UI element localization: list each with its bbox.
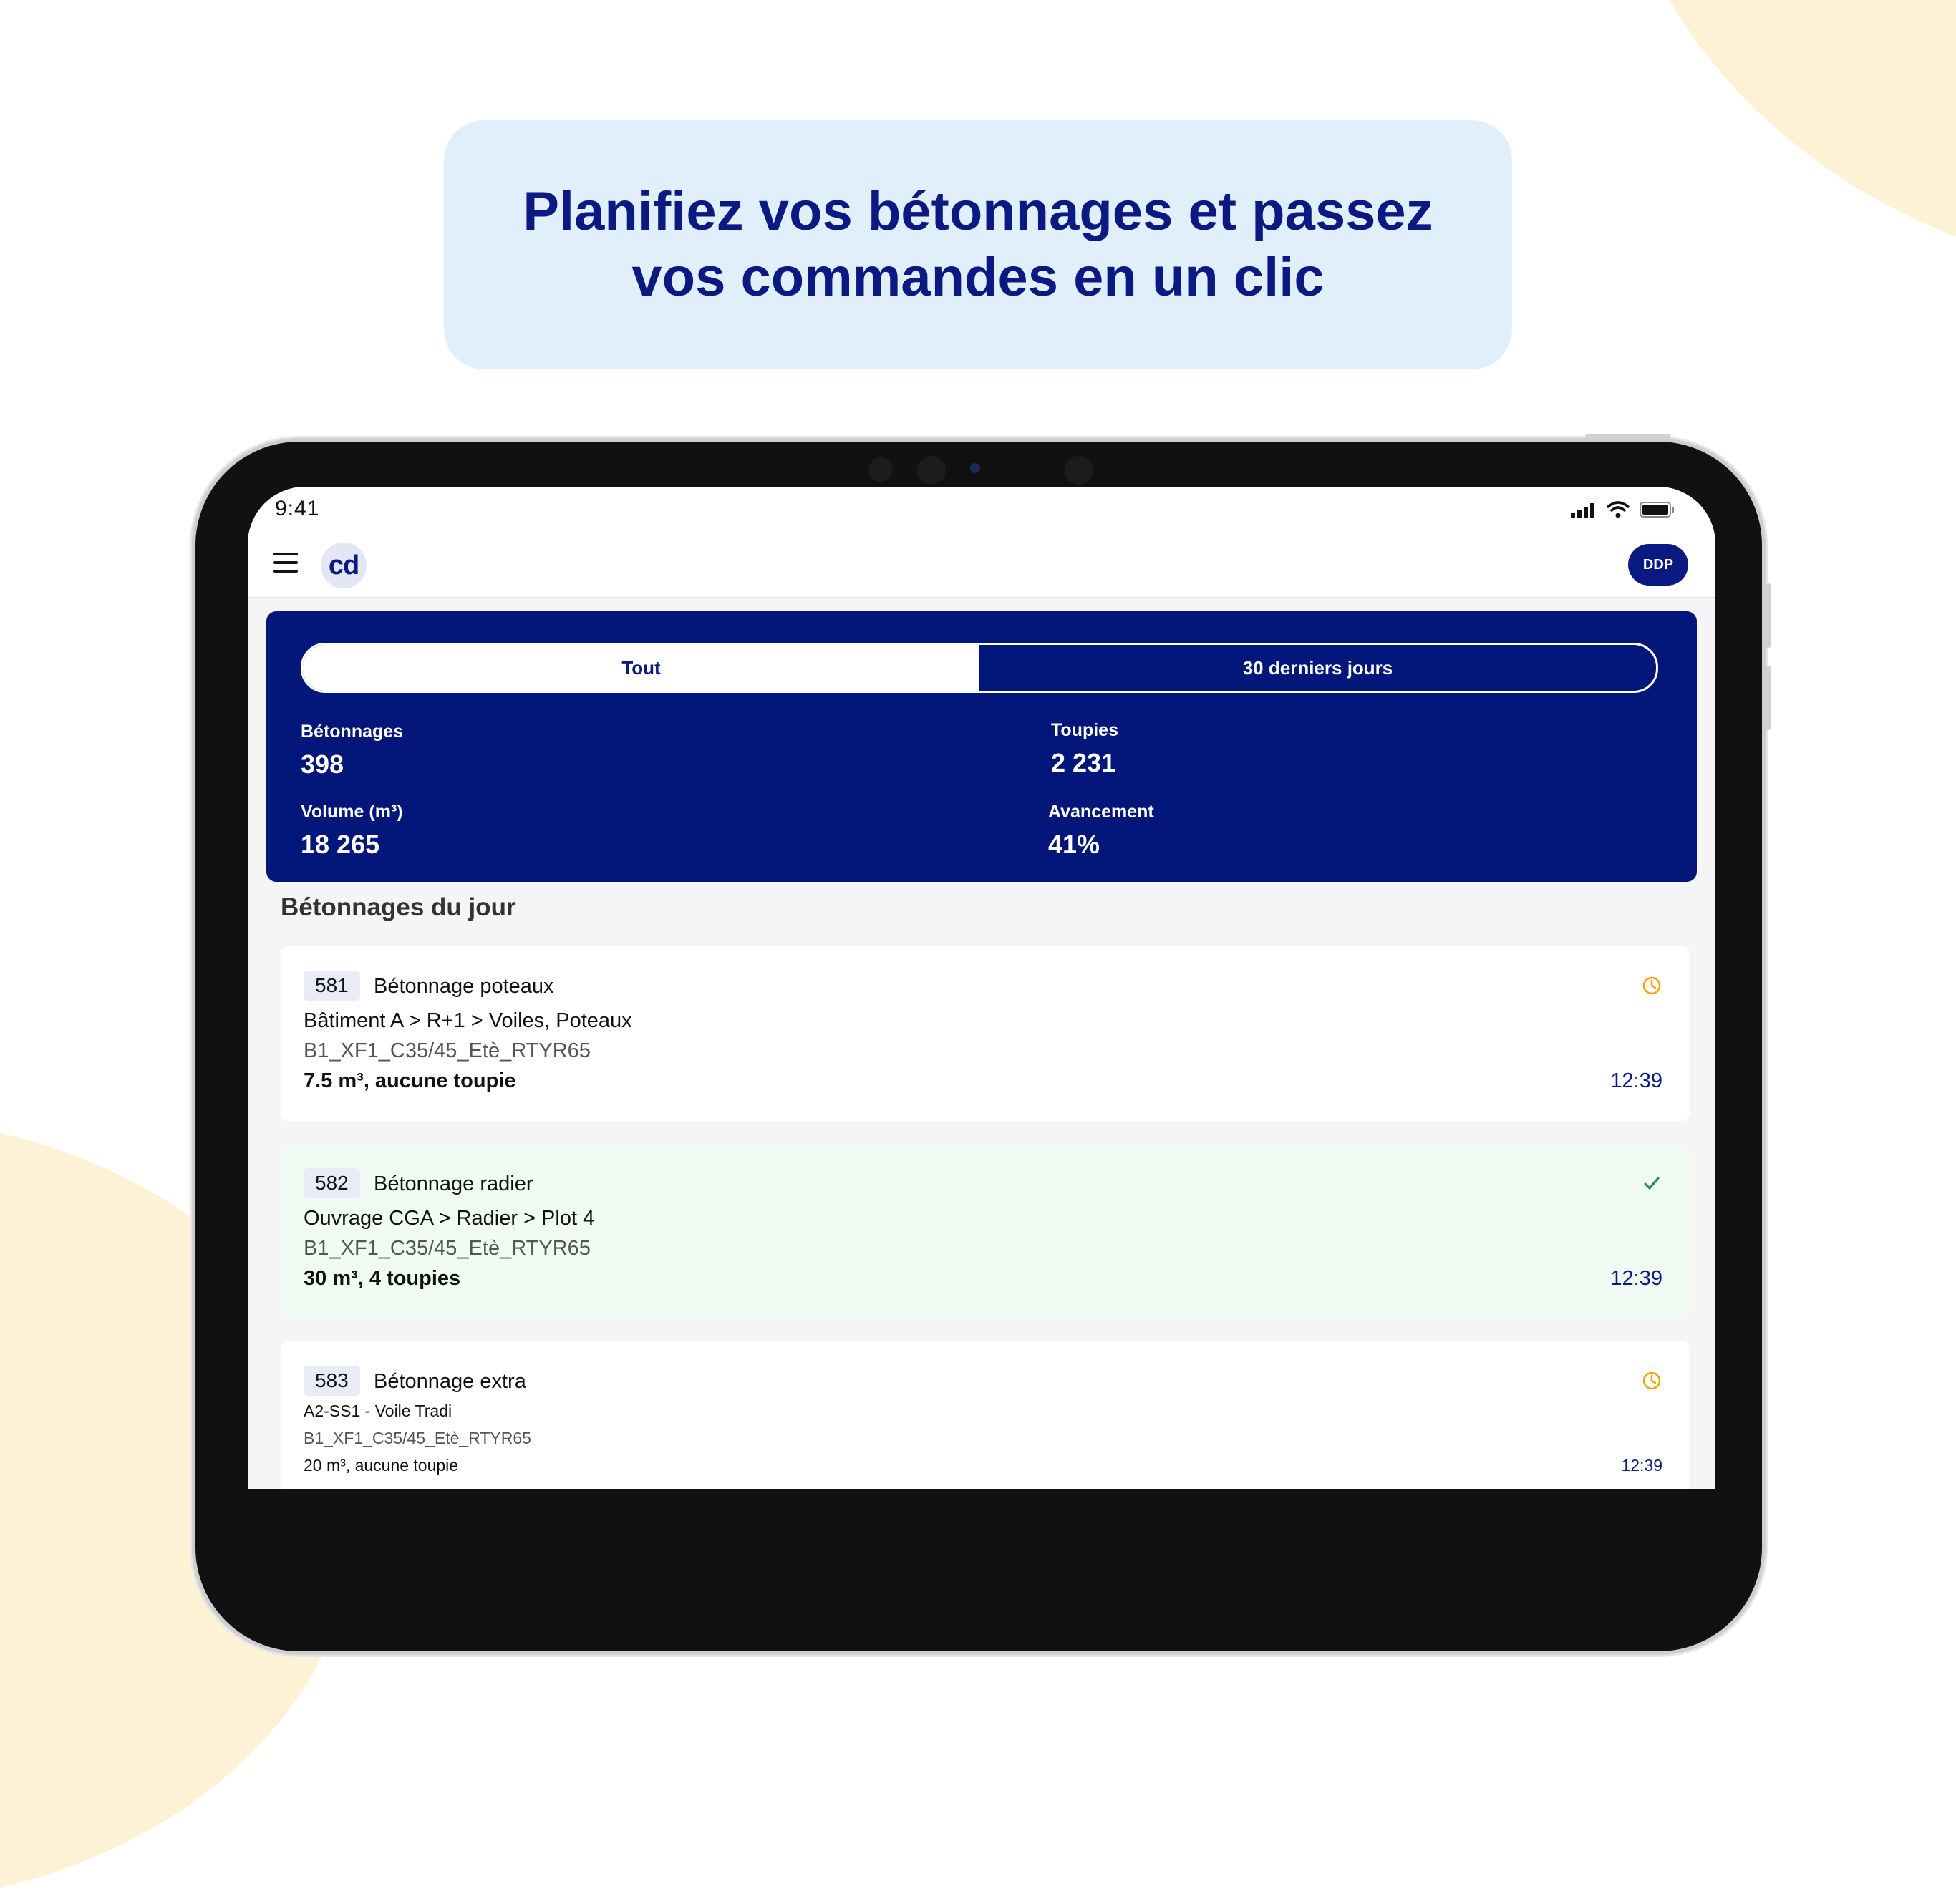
status-icons bbox=[1571, 501, 1675, 518]
order-location: A2-SS1 - Voile Tradi bbox=[304, 1402, 452, 1420]
stat-label: Volume (m³) bbox=[301, 802, 403, 822]
wifi-icon bbox=[1607, 501, 1630, 518]
order-mix: B1_XF1_C35/45_Etè_RTYR65 bbox=[304, 1039, 591, 1062]
stat-volume bbox=[301, 802, 403, 860]
camera-dot bbox=[868, 457, 893, 482]
app-logo: cd bbox=[321, 543, 367, 588]
stat-label: Avancement bbox=[1048, 802, 1154, 822]
clock-icon bbox=[1641, 1370, 1662, 1391]
stat-value: 2 231 bbox=[1051, 748, 1116, 777]
tab-all[interactable]: Tout bbox=[303, 645, 979, 691]
order-time: 12:39 bbox=[1610, 1267, 1662, 1290]
period-tabs bbox=[301, 643, 1658, 693]
stat-label: Toupies bbox=[1051, 720, 1118, 740]
order-title: Bétonnage radier bbox=[374, 1172, 533, 1195]
power-button bbox=[1585, 434, 1671, 439]
menu-icon[interactable] bbox=[273, 553, 298, 573]
order-quantity: 20 m³, aucune toupie bbox=[304, 1456, 459, 1475]
app-bar bbox=[248, 533, 1715, 598]
decor-blob-top-right bbox=[1611, 0, 1956, 286]
stat-value: 41% bbox=[1048, 830, 1100, 859]
stat-toupies bbox=[1051, 720, 1118, 778]
stat-label: Bétonnages bbox=[301, 722, 404, 742]
check-icon bbox=[1641, 1172, 1662, 1194]
stat-betonnages bbox=[301, 722, 403, 779]
headline-card bbox=[444, 120, 1512, 369]
order-mix: B1_XF1_C35/45_Etè_RTYR65 bbox=[304, 1237, 591, 1260]
stat-avancement bbox=[1048, 802, 1154, 860]
volume-button bbox=[1766, 583, 1771, 648]
order-number: 581 bbox=[304, 971, 360, 1001]
section-title: Bétonnages du jour bbox=[281, 893, 516, 921]
signal-icon bbox=[1571, 502, 1597, 518]
order-card[interactable] bbox=[281, 1144, 1690, 1318]
order-number: 583 bbox=[304, 1366, 360, 1396]
clock-icon bbox=[1641, 975, 1662, 996]
order-mix: B1_XF1_C35/45_Etè_RTYR65 bbox=[304, 1429, 531, 1447]
app-screen bbox=[248, 487, 1715, 1489]
stats-card bbox=[266, 611, 1697, 882]
headline: Planifiez vos bétonnages et passez vos commandes en un clic bbox=[523, 181, 1433, 308]
order-quantity: 7.5 m³, aucune toupie bbox=[304, 1069, 516, 1092]
order-card[interactable] bbox=[281, 1341, 1690, 1489]
order-time: 12:39 bbox=[1621, 1456, 1662, 1475]
order-card[interactable] bbox=[281, 946, 1690, 1121]
order-quantity: 30 m³, 4 toupies bbox=[304, 1267, 461, 1290]
camera-dot bbox=[1065, 456, 1093, 485]
battery-icon bbox=[1640, 501, 1675, 518]
order-title: Bétonnage poteaux bbox=[374, 975, 554, 998]
order-location: Ouvrage CGA > Radier > Plot 4 bbox=[304, 1207, 595, 1230]
order-time: 12:39 bbox=[1610, 1069, 1662, 1092]
stat-value: 398 bbox=[301, 749, 344, 779]
order-number: 582 bbox=[304, 1168, 360, 1198]
user-avatar-button[interactable]: DDP bbox=[1628, 544, 1688, 586]
order-location: Bâtiment A > R+1 > Voiles, Poteaux bbox=[304, 1009, 632, 1032]
status-bar bbox=[248, 487, 1715, 533]
stat-value: 18 265 bbox=[301, 830, 380, 859]
status-time: 9:41 bbox=[275, 497, 320, 520]
order-title: Bétonnage extra bbox=[374, 1370, 526, 1393]
volume-button bbox=[1766, 666, 1771, 730]
tab-last-30-days[interactable]: 30 derniers jours bbox=[1242, 656, 1393, 679]
camera-dot bbox=[970, 463, 980, 473]
camera-dot bbox=[917, 456, 946, 485]
